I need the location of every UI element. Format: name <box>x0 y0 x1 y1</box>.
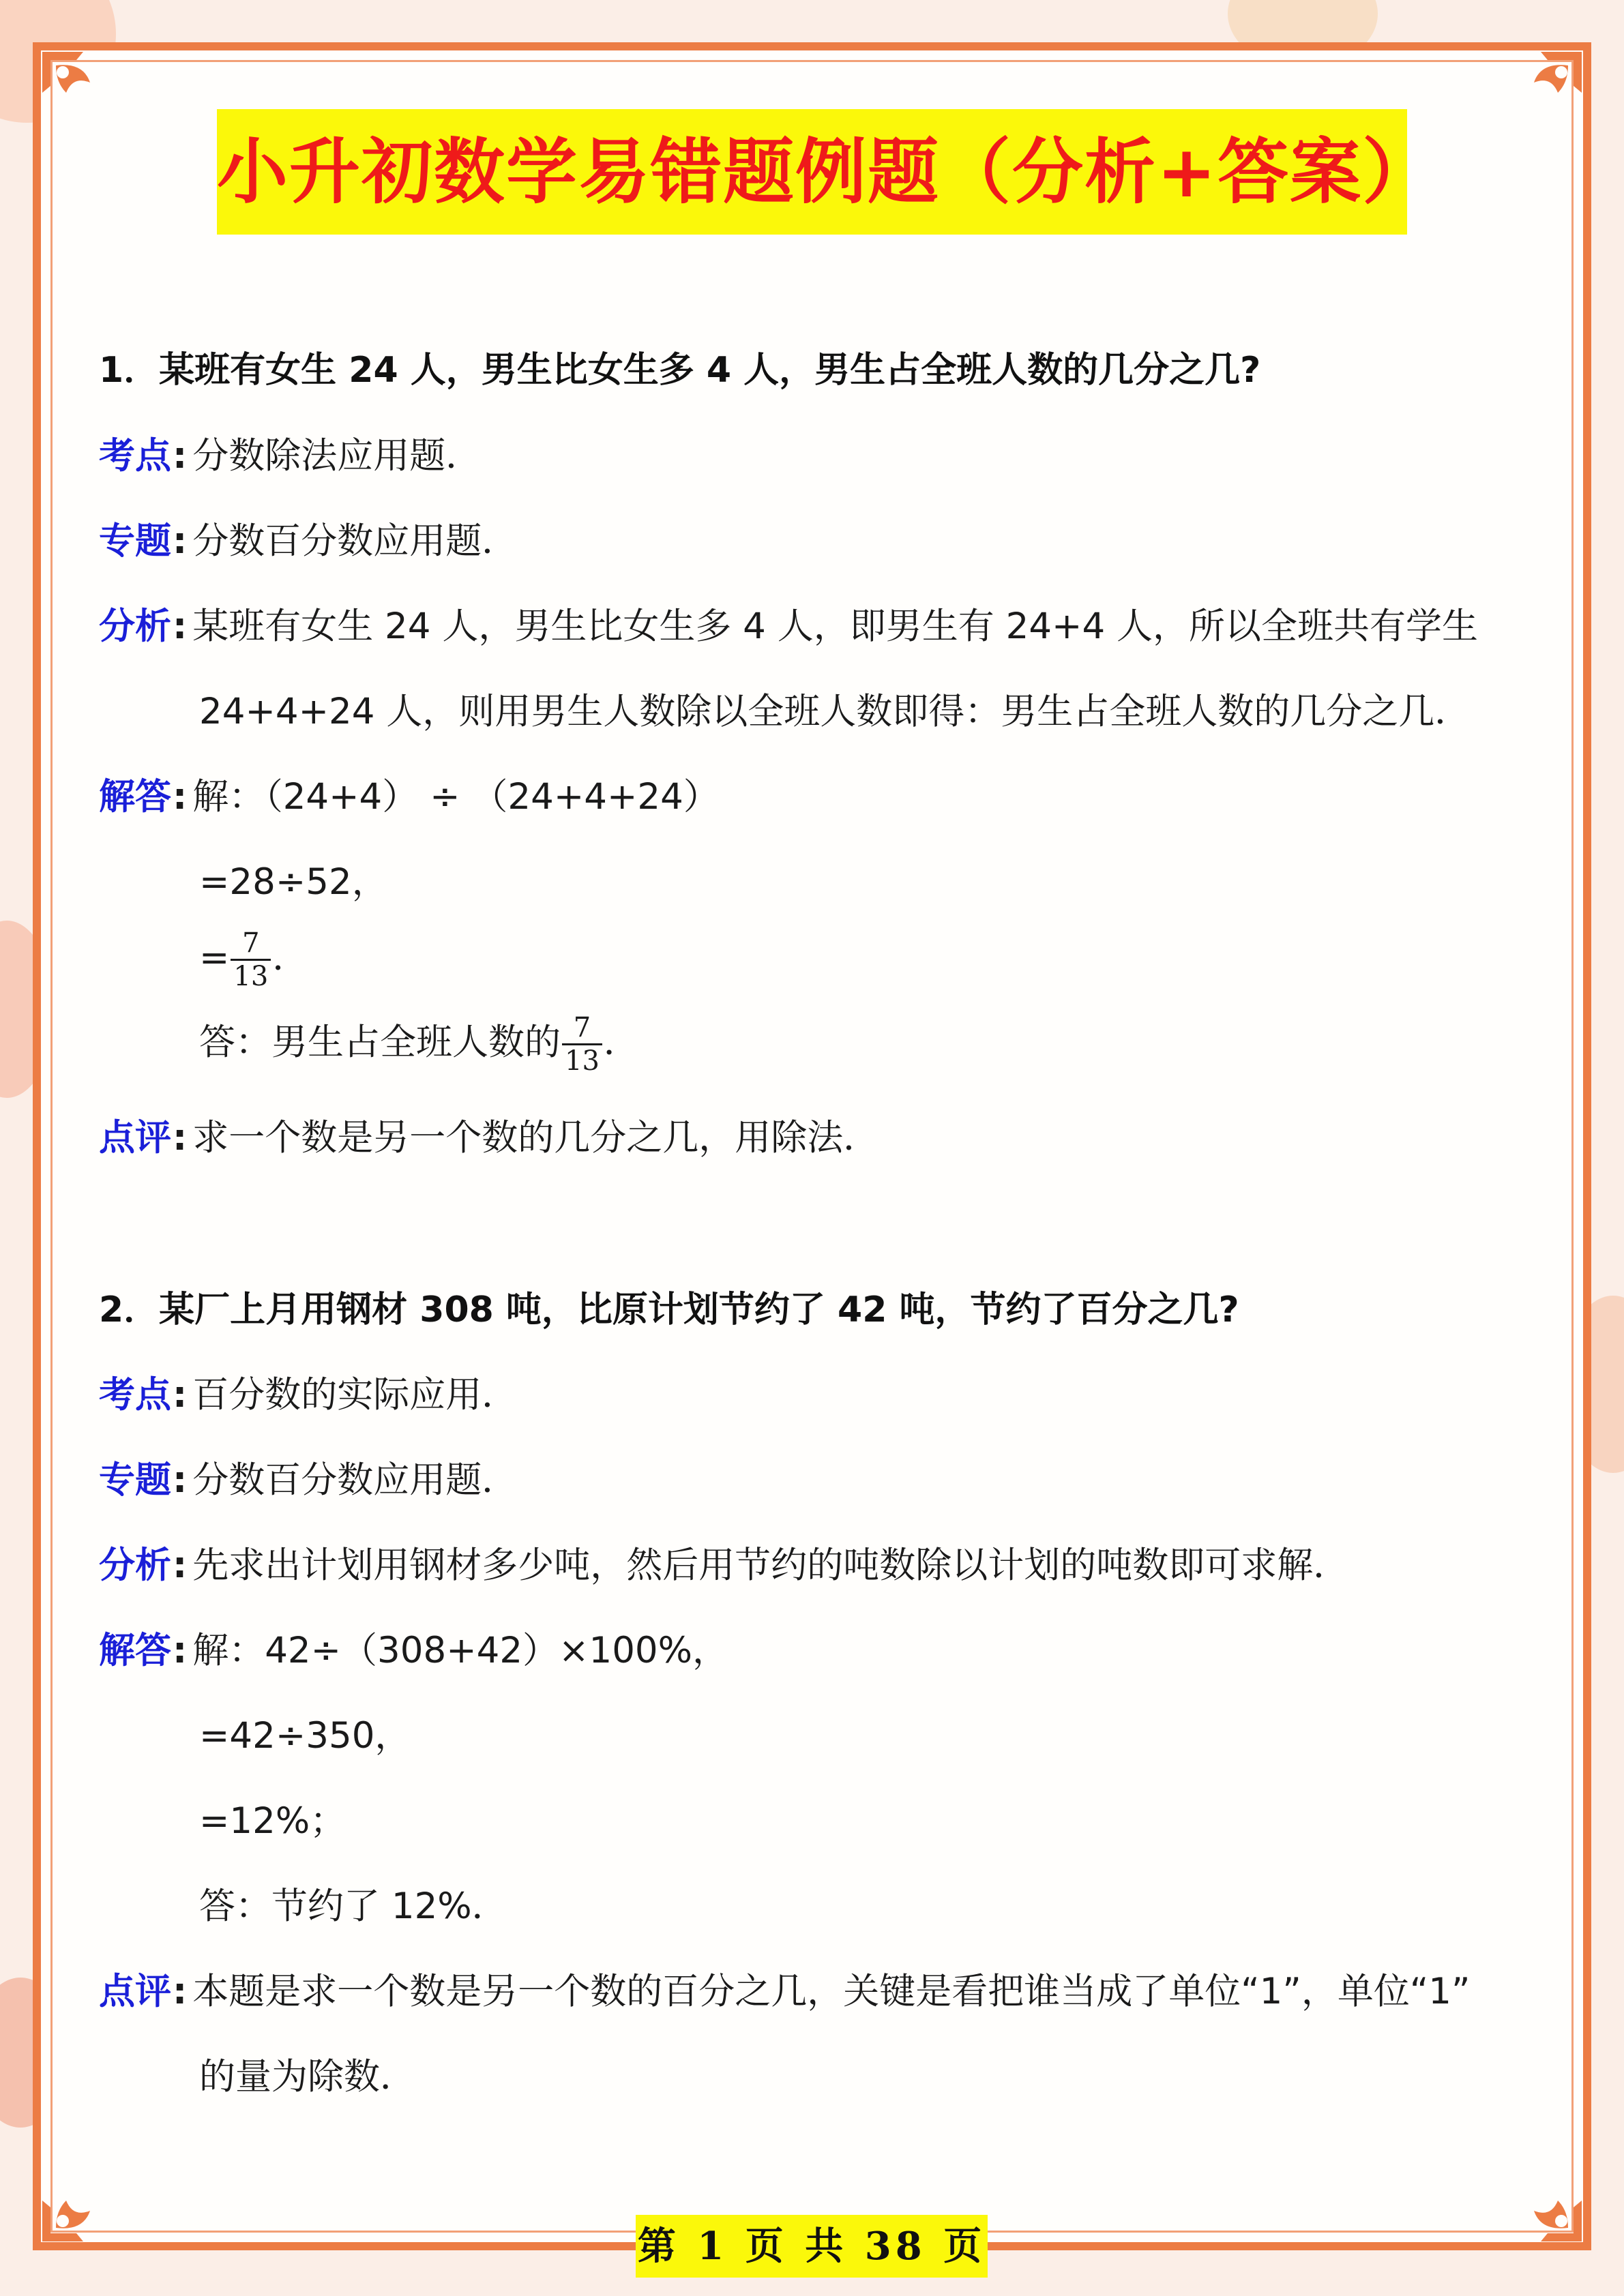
q2-jieda-step-2: =42÷350， <box>199 1715 411 1757</box>
period: ． <box>272 937 309 979</box>
q2-dianping-text-1: 本题是求一个数是另一个数的百分之几，关键是看把谁当成了单位“1”，单位“1” <box>192 1971 1471 2012</box>
dianping-label: 点评 <box>99 1971 171 2012</box>
q2-zhuanti-row <box>99 1451 518 1503</box>
question-1-title: 1．某班有女生 24 人，男生比女生多 4 人，男生占全班人数的几分之几? <box>99 350 1261 391</box>
fenxi-label: 分析 <box>99 606 171 647</box>
colon: : <box>173 1459 188 1501</box>
q1-dianping-row <box>99 1109 879 1161</box>
colon: : <box>173 520 188 562</box>
colon: : <box>173 1117 188 1159</box>
colon: : <box>173 776 188 818</box>
colon: : <box>173 606 188 647</box>
q1-jieda-row <box>99 768 720 820</box>
fenxi-label: 分析 <box>99 1545 171 1586</box>
q1-fenxi-text-1: 某班有女生 24 人，男生比女生多 4 人，即男生有 24+4 人，所以全班共有学生 <box>192 606 1479 647</box>
q1-kaodian-text: 分数除法应用题． <box>192 435 482 477</box>
page-title: 小升初数学易错题例题（分析+答案） <box>217 109 1407 235</box>
q1-fenxi-text-2: 24+4+24 人，则用男生人数除以全班人数即得：男生占全班人数的几分之几． <box>199 691 1471 732</box>
q1-jieda-text-1: 解：（24+4） ÷ （24+4+24） <box>192 776 720 818</box>
colon: : <box>173 1374 188 1416</box>
fraction <box>562 1012 602 1077</box>
page-number-footer: 第 1 页 共 38 页 <box>636 2215 988 2278</box>
q2-jieda-step-3: =12%； <box>199 1800 346 1842</box>
answer-text: 答：男生占全班人数的 <box>199 1022 561 1064</box>
q2-jieda-row <box>99 1622 728 1673</box>
colon: : <box>173 1545 188 1586</box>
q1-dianping-text: 求一个数是另一个数的几分之几，用除法． <box>192 1117 880 1159</box>
kaodian-label: 考点 <box>99 1374 171 1416</box>
fraction-numerator: 7 <box>562 1012 602 1045</box>
q2-answer: 答：节约了 12%． <box>199 1885 508 1927</box>
zhuanti-label: 专题 <box>99 520 171 562</box>
jieda-label: 解答 <box>99 1630 171 1671</box>
q1-jieda-step-3 <box>199 927 308 992</box>
q1-zhuanti-text: 分数百分数应用题． <box>192 520 518 562</box>
dianping-label: 点评 <box>99 1117 171 1159</box>
colon: : <box>173 1971 188 2012</box>
q1-zhuanti-row <box>99 512 518 564</box>
q1-fenxi-row <box>99 597 1478 649</box>
corner-ornament-icon <box>35 45 124 134</box>
colon: : <box>173 435 188 477</box>
corner-ornament-icon <box>35 2160 124 2248</box>
fraction-numerator: 7 <box>231 927 271 961</box>
jieda-label: 解答 <box>99 776 171 818</box>
q1-jieda-step-2: =28÷52， <box>199 861 388 903</box>
fraction <box>231 927 271 992</box>
kaodian-label: 考点 <box>99 435 171 477</box>
equals-sign: = <box>199 937 230 979</box>
q2-fenxi-text: 先求出计划用钢材多少吨，然后用节约的吨数除以计划的吨数即可求解． <box>192 1545 1350 1586</box>
question-2-title: 2．某厂上月用钢材 308 吨，比原计划节约了 42 吨，节约了百分之几? <box>99 1289 1239 1330</box>
q2-kaodian-row <box>99 1366 518 1418</box>
q2-dianping-row <box>99 1963 1470 2014</box>
corner-ornament-icon <box>1500 2160 1589 2248</box>
q2-dianping-text-2: 的量为除数． <box>199 2056 416 2098</box>
zhuanti-label: 专题 <box>99 1459 171 1501</box>
fraction-denominator: 13 <box>233 961 269 992</box>
q2-fenxi-row <box>99 1536 1349 1588</box>
q1-answer <box>199 1012 640 1077</box>
q2-kaodian-text: 百分数的实际应用． <box>192 1374 518 1416</box>
q2-zhuanti-text: 分数百分数应用题． <box>192 1459 518 1501</box>
q2-jieda-text-1: 解：42÷（308+42）×100%， <box>192 1630 728 1671</box>
q1-kaodian-row <box>99 427 482 479</box>
period: ． <box>603 1022 640 1064</box>
colon: : <box>173 1630 188 1671</box>
fraction-denominator: 13 <box>565 1045 600 1077</box>
corner-ornament-icon <box>1500 45 1589 134</box>
